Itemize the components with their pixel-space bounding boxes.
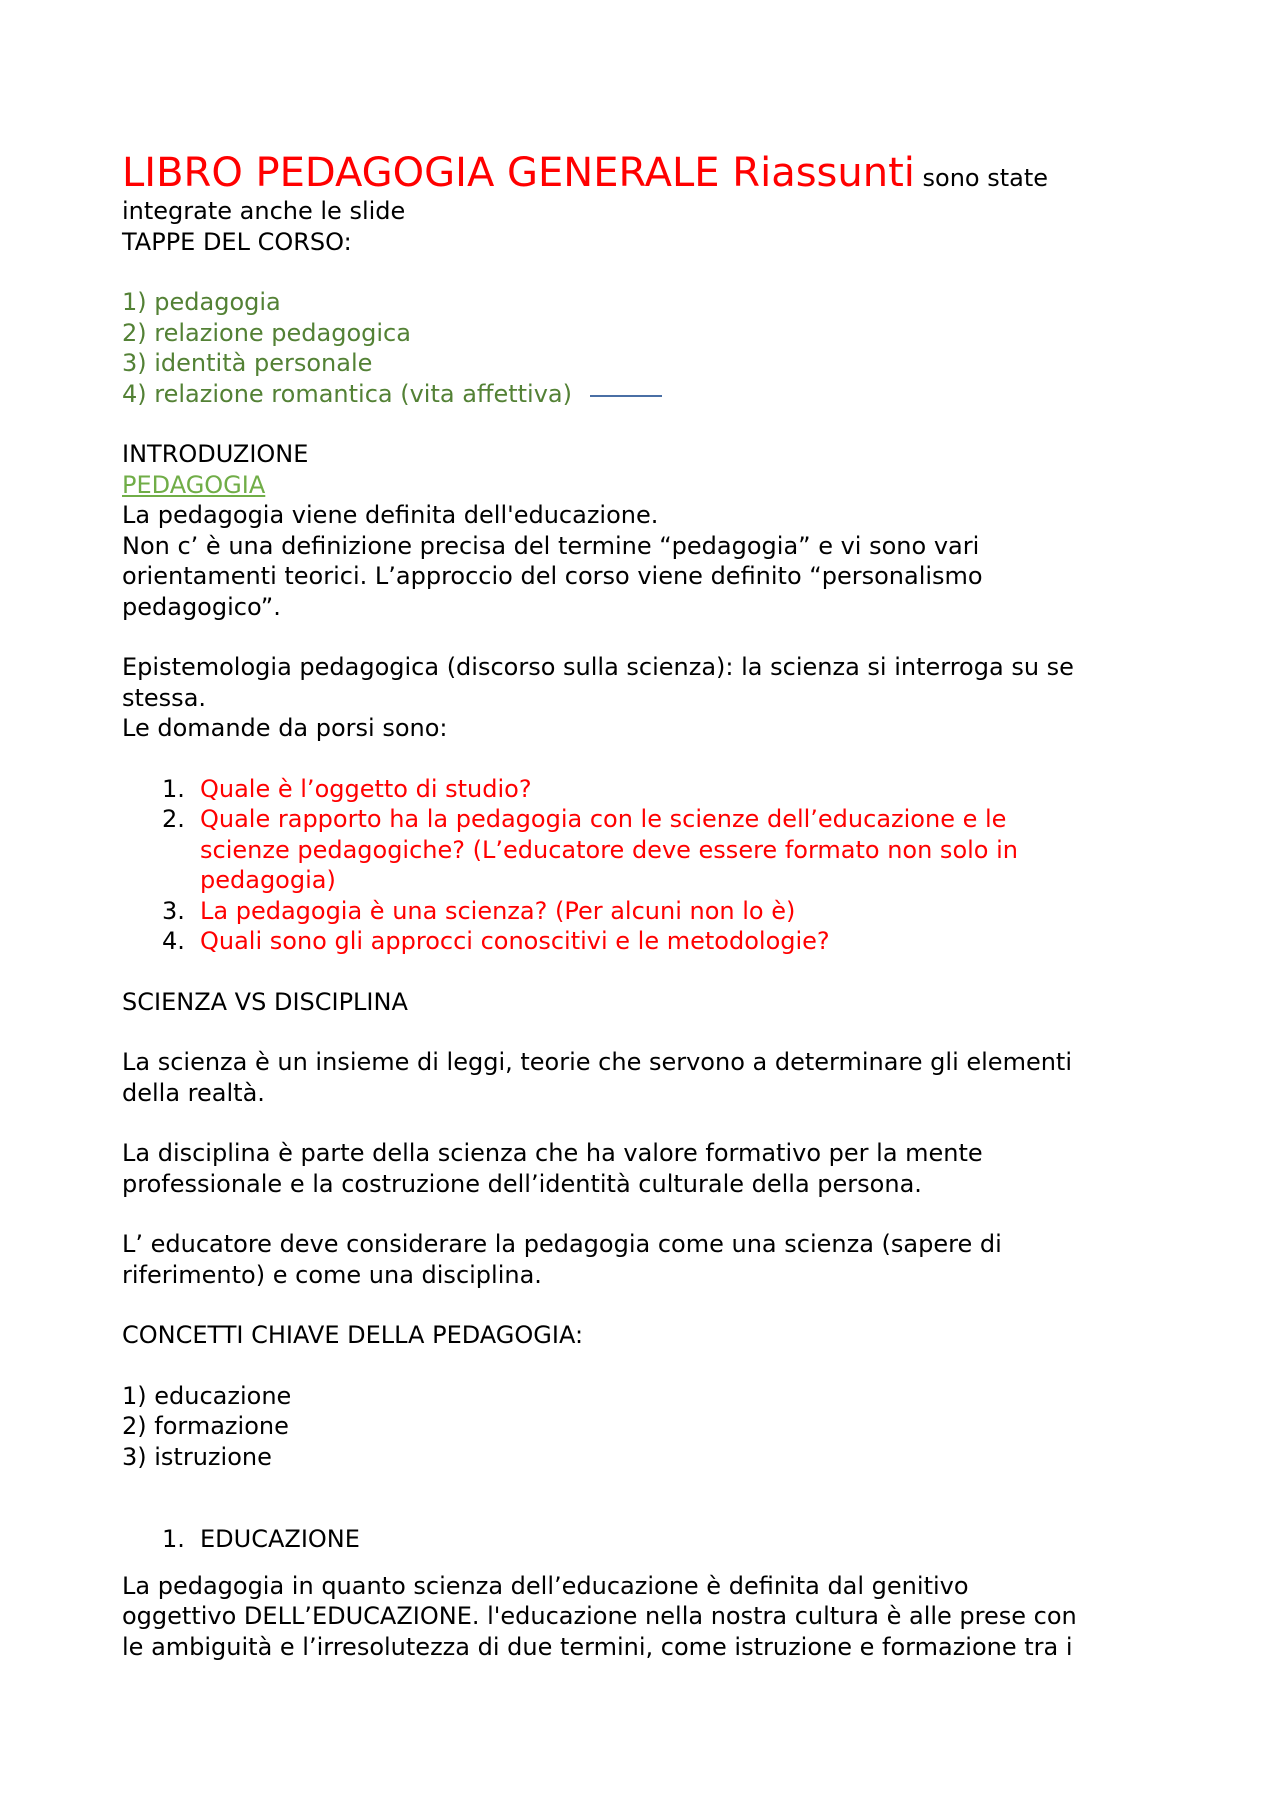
questions-intro: Le domande da porsi sono: bbox=[122, 714, 448, 742]
list-item bbox=[122, 896, 1162, 927]
paragraph-line: orientamenti teorici. L’approccio del corso viene definito “personalismo bbox=[122, 562, 983, 590]
document-page bbox=[122, 150, 1162, 1662]
tappe-heading: TAPPE DEL CORSO: bbox=[122, 227, 352, 256]
concetti-heading: CONCETTI CHIAVE DELLA PEDAGOGIA: bbox=[122, 1321, 584, 1349]
paragraph-line: le ambiguità e l’irresolutezza di due termini, come istruzione e formazione tra i bbox=[122, 1632, 1073, 1661]
concetti-item: 2) formazione bbox=[122, 1412, 289, 1440]
paragraph-line: professionale e la costruzione dell’identità culturale della persona. bbox=[122, 1169, 922, 1198]
tappe-item-text: 4) relazione romantica (vita affettiva) bbox=[122, 379, 572, 408]
title-main: LIBRO PEDAGOGIA GENERALE Riassunti bbox=[122, 150, 915, 196]
title-note: sono state bbox=[922, 164, 1049, 192]
list-number: 3. bbox=[162, 896, 185, 925]
paragraph-line: oggettivo DELL’EDUCAZIONE. l'educazione nella nostra cultura è alle prese con bbox=[122, 1602, 1077, 1630]
questions-list bbox=[122, 774, 1162, 957]
list-text: scienze pedagogiche? (L’educatore deve essere formato non solo in bbox=[200, 835, 1018, 864]
paragraph-line: della realtà. bbox=[122, 1078, 265, 1107]
title-note-continued: integrate anche le slide bbox=[122, 197, 406, 225]
paragraph-line: pedagogico”. bbox=[122, 592, 281, 621]
list-text: pedagogia) bbox=[200, 866, 336, 894]
paragraph-line: Epistemologia pedagogica (discorso sulla scienza): la scienza si interroga su se bbox=[122, 653, 1074, 681]
list-item bbox=[122, 804, 1162, 896]
concetti-item: 1) educazione bbox=[122, 1381, 292, 1410]
section-heading bbox=[122, 1524, 1162, 1555]
pedagogia-link[interactable]: PEDAGOGIA bbox=[122, 470, 266, 499]
list-text: Quali sono gli approcci conoscitivi e le metodologie? bbox=[200, 927, 830, 955]
list-number: 1. bbox=[162, 774, 185, 803]
paragraph-line: La pedagogia viene definita dell'educazione. bbox=[122, 501, 659, 529]
list-number: 2. bbox=[162, 805, 185, 833]
tappe-item: 1) pedagogia bbox=[122, 288, 281, 316]
paragraph-line: La scienza è un insieme di leggi, teorie che servono a determinare gli elementi bbox=[122, 1048, 1073, 1076]
paragraph-line: L’ educatore deve considerare la pedagogia come una scienza (sapere di bbox=[122, 1230, 1002, 1258]
tappe-item: 2) relazione pedagogica bbox=[122, 318, 411, 347]
paragraph-line: riferimento) e come una disciplina. bbox=[122, 1260, 542, 1289]
scienza-heading: SCIENZA VS DISCIPLINA bbox=[122, 987, 408, 1016]
section-title: EDUCAZIONE bbox=[200, 1525, 360, 1553]
ink-stroke bbox=[590, 395, 662, 397]
section-number: 1. bbox=[162, 1525, 185, 1553]
paragraph-line: stessa. bbox=[122, 683, 207, 712]
tappe-item: 3) identità personale bbox=[122, 349, 373, 377]
list-item bbox=[122, 774, 1162, 805]
list-number: 4. bbox=[162, 927, 185, 955]
document-title bbox=[122, 150, 1162, 196]
concetti-item: 3) istruzione bbox=[122, 1442, 272, 1471]
tappe-item bbox=[122, 379, 1162, 410]
paragraph-line: La disciplina è parte della scienza che ha valore formativo per la mente bbox=[122, 1139, 983, 1167]
paragraph-line: Non c’ è una definizione precisa del termine “pedagogia” e vi sono vari bbox=[122, 531, 980, 560]
list-text: Quale rapporto ha la pedagogia con le scienze dell’educazione e le bbox=[200, 805, 1007, 833]
paragraph-line: La pedagogia in quanto scienza dell’educazione è definita dal genitivo bbox=[122, 1571, 969, 1600]
list-text: La pedagogia è una scienza? (Per alcuni non lo è) bbox=[200, 896, 796, 925]
intro-heading: INTRODUZIONE bbox=[122, 440, 309, 468]
list-item bbox=[122, 926, 1162, 957]
list-text: Quale è l’oggetto di studio? bbox=[200, 774, 532, 803]
